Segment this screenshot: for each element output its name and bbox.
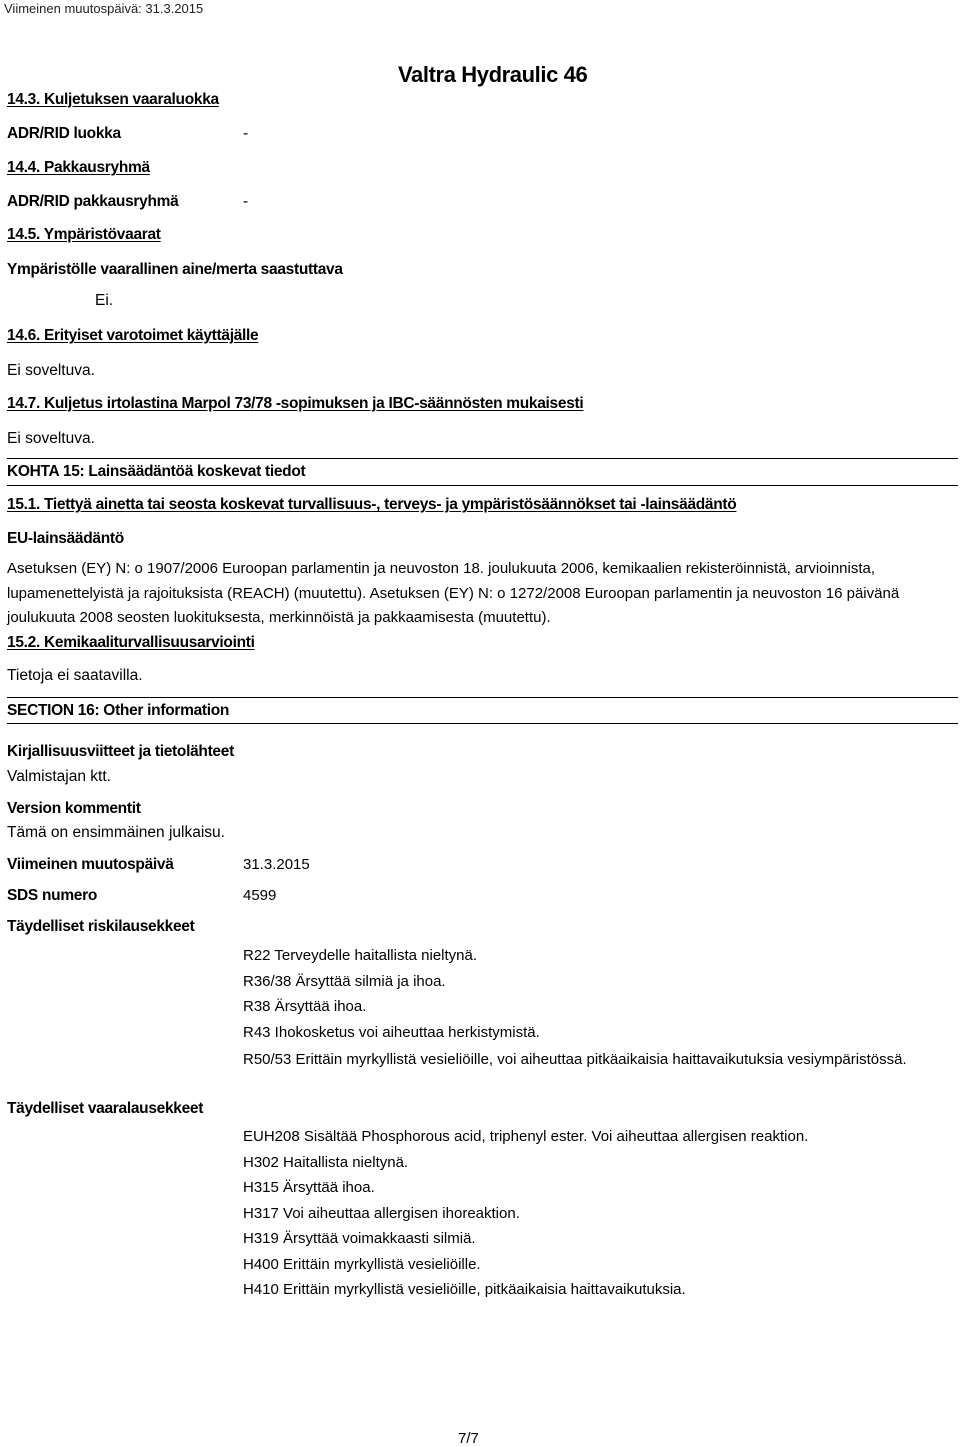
references-heading: Kirjallisuusviitteet ja tietolähteet — [7, 743, 234, 760]
section-15-title: KOHTA 15: Lainsäädäntöä koskevat tiedot — [7, 463, 306, 480]
risk-phrase: R43 Ihokosketus voi aiheuttaa herkistymistä. — [243, 1023, 540, 1041]
revision-date-label: Viimeinen muutospäivä — [7, 856, 174, 873]
eu-legislation-text: Asetuksen (EY) N: o 1907/2006 Euroopan parlamentin ja neuvoston 18. joulukuuta 2006, kemikaalien rekisteröinnistä, arvioinnista, lupamenettelyistä ja rajoituksista (REACH) (muutettu). Asetuksen (EY) N: o 1272/2008 Euroopan parlamentin ja neuvoston 16 päivänä joulukuuta 2008 seosten luokituksesta, merkinnöistä ja pakkaamisesta (muutettu). — [7, 560, 900, 626]
hazard-phrases-list — [243, 1124, 953, 1303]
packing-group-value: - — [243, 193, 249, 210]
heading-14-7: 14.7. Kuljetus irtolastina Marpol 73/78 -sopimuksen ja IBC-säännösten mukaisesti — [7, 395, 584, 412]
hazard-phrase: H317 Voi aiheuttaa allergisen ihoreaktion. — [243, 1204, 520, 1222]
sds-number-value: 4599 — [243, 887, 277, 904]
risk-phrase: R22 Terveydelle haitallista nieltynä. — [243, 947, 478, 964]
bulk-transport-text: Ei soveltuva. — [7, 430, 95, 447]
references-text: Valmistajan ktt. — [7, 768, 111, 785]
hazard-phrase: H410 Erittäin myrkyllistä vesieliöille, pitkäaikaisia haittavaikutuksia. — [243, 1281, 686, 1298]
section-15-rule-bottom — [7, 485, 958, 486]
hazard-phrase: H319 Ärsyttää voimakkaasti silmiä. — [243, 1230, 476, 1247]
version-heading: Version kommentit — [7, 800, 141, 817]
heading-14-6: 14.6. Erityiset varotoimet käyttäjälle — [7, 327, 259, 344]
section-16-rule-top — [7, 697, 958, 698]
env-hazard-value: Ei. — [95, 292, 114, 309]
risk-phrases-list — [243, 943, 943, 1071]
hazard-phrase: H400 Erittäin myrkyllistä vesieliöille. — [243, 1255, 481, 1273]
revision-date-value: 31.3.2015 — [243, 856, 310, 873]
heading-14-3: 14.3. Kuljetuksen vaaraluokka — [7, 91, 219, 108]
heading-14-4: 14.4. Pakkausryhmä — [7, 159, 150, 176]
section-16-rule-bottom — [7, 723, 958, 724]
risk-phrases-label: Täydelliset riskilausekkeet — [7, 918, 195, 935]
heading-15-2: 15.2. Kemikaaliturvallisuusarviointi — [7, 634, 255, 651]
hazard-phrase: H302 Haitallista nieltynä. — [243, 1153, 409, 1171]
version-text: Tämä on ensimmäinen julkaisu. — [7, 824, 225, 841]
section-15-rule-top — [7, 458, 958, 459]
product-title: Valtra Hydraulic 46 — [398, 62, 588, 87]
precautions-text: Ei soveltuva. — [7, 362, 95, 379]
risk-phrase: R50/53 Erittäin myrkyllistä vesieliöille, voi aiheuttaa pitkäaikaisia haittavaikutuksia vesiympäristössä. — [243, 1051, 907, 1068]
sds-number-label: SDS numero — [7, 887, 98, 904]
risk-phrase: R38 Ärsyttää ihoa. — [243, 998, 367, 1015]
risk-phrase: R36/38 Ärsyttää silmiä ja ihoa. — [243, 972, 446, 990]
adr-class-value: - — [243, 125, 249, 142]
heading-14-5: 14.5. Ympäristövaarat — [7, 226, 161, 243]
hazard-phrases-label: Täydelliset vaaralausekkeet — [7, 1100, 204, 1117]
env-hazard-label: Ympäristölle vaarallinen aine/merta saastuttava — [7, 261, 343, 278]
chemical-safety-text: Tietoja ei saatavilla. — [7, 667, 143, 684]
section-16-title: SECTION 16: Other information — [7, 702, 230, 719]
page-number: 7/7 — [458, 1430, 479, 1447]
hazard-phrase: EUH208 Sisältää Phosphorous acid, triphenyl ester. Voi aiheuttaa allergisen reaktion. — [243, 1128, 809, 1145]
hazard-phrase: H315 Ärsyttää ihoa. — [243, 1179, 375, 1196]
heading-15-1: 15.1. Tiettyä ainetta tai seosta koskevat turvallisuus-, terveys- ja ympäristösäännökset tai -lainsäädäntö — [7, 496, 737, 513]
revision-header: Viimeinen muutospäivä: 31.3.2015 — [4, 1, 204, 16]
eu-legislation-heading: EU-lainsäädäntö — [7, 530, 124, 547]
adr-class-label: ADR/RID luokka — [7, 125, 121, 142]
packing-group-label: ADR/RID pakkausryhmä — [7, 193, 179, 210]
